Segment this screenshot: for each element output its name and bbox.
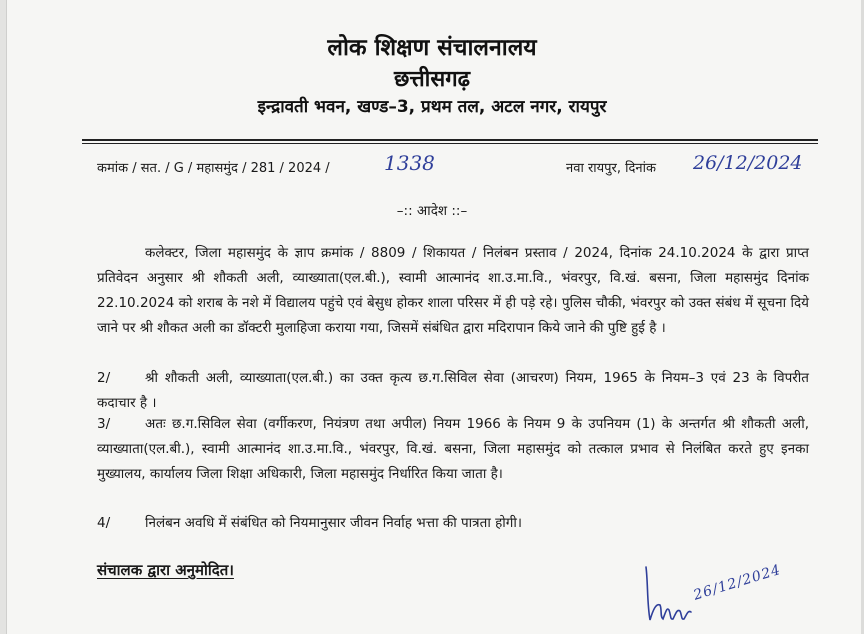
paragraph-1	[97, 241, 809, 341]
order-reference: कमांक / सत. / G / महासमुंद / 281 / 2024 /	[97, 161, 330, 176]
paragraph-2-number: 2/	[97, 370, 111, 386]
paragraph-4-text: निलंबन अवधि में संबंधित को नियमानुसार जीवन निर्वाह भत्ता की पात्रता होगी।	[145, 515, 522, 531]
handwritten-order-date: 26/12/2024	[693, 152, 803, 174]
paragraph-3	[97, 412, 809, 487]
org-name: लोक शिक्षण संचालनालय	[327, 35, 537, 61]
state-name: छत्तीसगढ़	[394, 67, 470, 92]
paragraph-1-text: कलेक्टर, जिला महासमुंद के ज्ञाप क्रमांक / 8809 / शिकायत / निलंबन प्रस्ताव / 2024, दिनांक 24.10.2024 के द्वारा प्राप्त प्रतिवेदन अनुसार श्री शौकती अली, व्याख्याता(एल.बी.), स्वामी आत्मानंद शा.उ.मा.वि., भंवरपुर, वि.खं. बसना, जिला महासमुंद दिनांक 22.10.2024 को शराब के नशे में विद्यालय पहुंचे एवं बेसुध होकर शाला परिसर में ही पड़े रहे। पुलिस चौकी, भंवरपुर को उक्त संबंध में सूचना दिये जाने पर श्री शौकत अली का डॉक्टरी मुलाहिजा कराया गया, जिसमें संबंधित द्वारा मदिरापान किये जाने की पुष्टि हुई है ।	[97, 245, 809, 336]
signature-date: 26/12/2024	[691, 561, 784, 604]
handwritten-order-number: 1338	[384, 151, 435, 175]
place-date-label: नवा रायपुर, दिनांक	[566, 161, 656, 176]
paragraph-4	[97, 511, 809, 536]
paragraph-2	[97, 366, 809, 416]
header-rule-thick	[82, 139, 818, 141]
order-title: –:: आदेश ::–	[396, 203, 468, 219]
header-rule-thin	[82, 143, 818, 144]
signature	[640, 565, 730, 631]
paragraph-3-text: अतः छ.ग.सिविल सेवा (वर्गीकरण, नियंत्रण तथा अपील) नियम 1966 के नियम 9 के उपनियम (1) के अन्तर्गत श्री शौकती अली, व्याख्याता(एल.बी.), स्वामी आत्मानंद शा.उ.मा.वि., भंवरपुर, वि.खं. बसना, जिला महासमुंद को तत्काल प्रभाव से निलंबित करते हुए इनका मुख्यालय, कार्यालय जिला शिक्षा अधिकारी, जिला महासमुंद निर्धारित किया जाता है।	[97, 416, 809, 482]
approval-note: संचालक द्वारा अनुमोदित।	[97, 561, 234, 579]
paragraph-2-text: श्री शौकती अली, व्याख्याता(एल.बी.) का उक्त कृत्य छ.ग.सिविल सेवा (आचरण) नियम, 1965 के नियम–3 एवं 23 के विपरीत कदाचार है ।	[97, 370, 809, 411]
paragraph-3-number: 3/	[97, 416, 111, 432]
paragraph-4-number: 4/	[97, 515, 111, 531]
office-address: इन्द्रावती भवन, खण्ड–3, प्रथम तल, अटल नगर, रायपुर	[257, 97, 607, 117]
